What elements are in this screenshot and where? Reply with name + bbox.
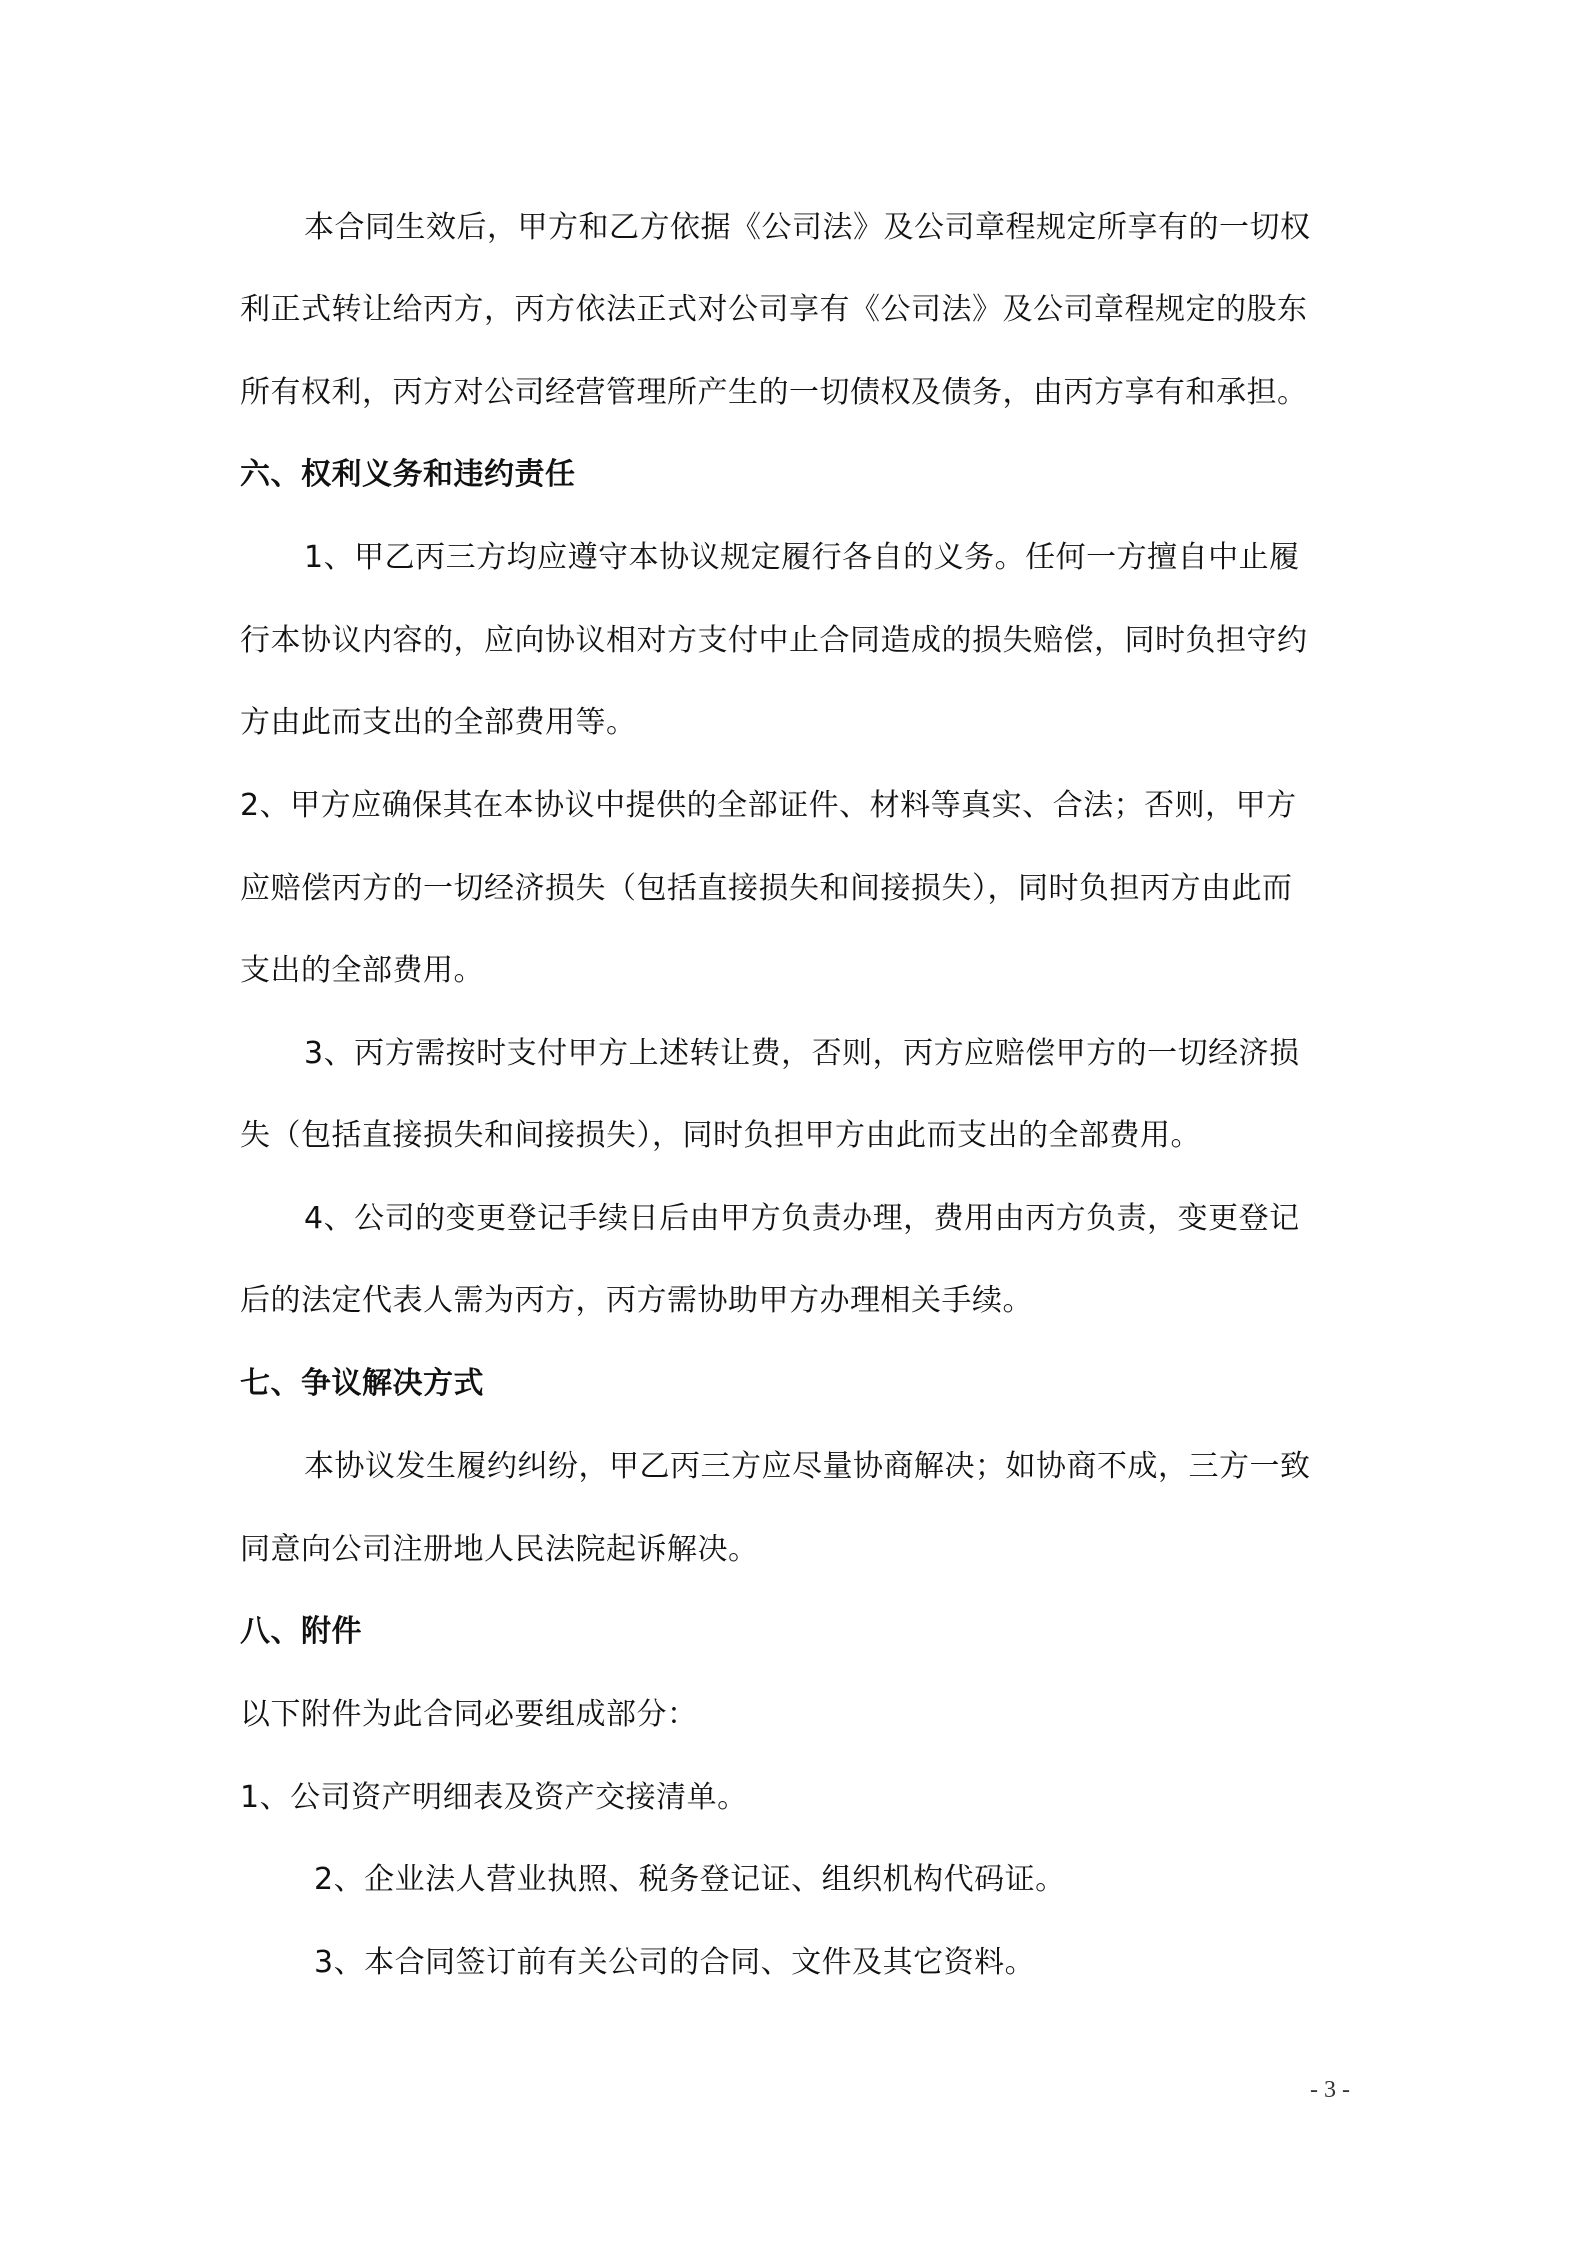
paragraph-line: 本合同生效后，甲方和乙方依据《公司法》及公司章程规定所享有的一切权: [304, 210, 1311, 245]
section-heading: 八、附件: [240, 1614, 362, 1649]
paragraph-line: 同意向公司注册地人民法院起诉解决。: [240, 1532, 759, 1567]
paragraph-line: 利正式转让给丙方，丙方依法正式对公司享有《公司法》及公司章程规定的股东: [240, 292, 1308, 327]
paragraph-line: 所有权利，丙方对公司经营管理所产生的一切债权及债务，由丙方享有和承担。: [240, 375, 1308, 410]
attachment-item: 1、公司资产明细表及资产交接清单。: [240, 1780, 748, 1815]
attachment-item: 3、本合同签订前有关公司的合同、文件及其它资料。: [314, 1945, 1036, 1980]
paragraph-line: 应赔偿丙方的一切经济损失（包括直接损失和间接损失），同时负担丙方由此而: [240, 871, 1293, 906]
paragraph-line: 2、甲方应确保其在本协议中提供的全部证件、材料等真实、合法；否则，甲方: [240, 788, 1297, 823]
paragraph-line: 本协议发生履约纠纷，甲乙丙三方应尽量协商解决；如协商不成，三方一致: [304, 1449, 1311, 1484]
paragraph-line: 1、甲乙丙三方均应遵守本协议规定履行各自的义务。任何一方擅自中止履: [304, 540, 1300, 575]
paragraph-line: 后的法定代表人需为丙方，丙方需协助甲方办理相关手续。: [240, 1283, 1033, 1318]
attachment-item: 2、企业法人营业执照、税务登记证、组织机构代码证。: [314, 1862, 1066, 1897]
page-number: - 3 -: [1310, 2077, 1350, 2103]
paragraph-line: 方由此而支出的全部费用等。: [240, 705, 637, 740]
section-heading: 七、争议解决方式: [240, 1366, 484, 1401]
paragraph-line: 3、丙方需按时支付甲方上述转让费，否则，丙方应赔偿甲方的一切经济损: [304, 1036, 1300, 1071]
section-heading: 六、权利义务和违约责任: [240, 457, 576, 492]
paragraph-line: 以下附件为此合同必要组成部分：: [240, 1697, 698, 1732]
paragraph-line: 支出的全部费用。: [240, 953, 484, 988]
paragraph-line: 4、公司的变更登记手续日后由甲方负责办理，费用由丙方负责，变更登记: [304, 1201, 1300, 1236]
paragraph-line: 失（包括直接损失和间接损失），同时负担甲方由此而支出的全部费用。: [240, 1118, 1201, 1153]
paragraph-line: 行本协议内容的，应向协议相对方支付中止合同造成的损失赔偿，同时负担守约: [240, 623, 1308, 658]
